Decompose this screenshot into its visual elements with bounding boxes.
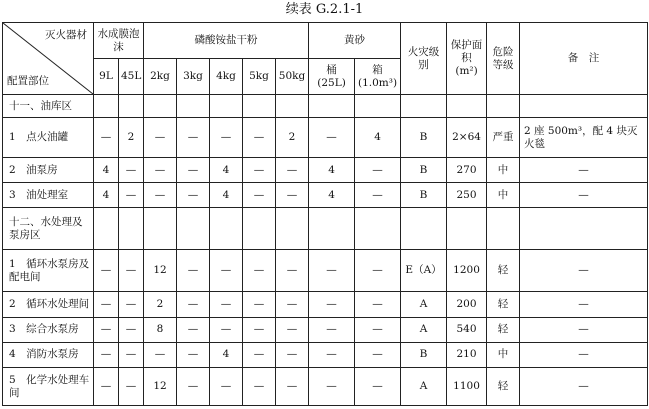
cell-remark: —: [520, 317, 648, 342]
cell-powder-3kg: —: [177, 317, 210, 342]
table-row: [3, 317, 648, 342]
cell-powder-4kg: 4: [210, 342, 243, 367]
section-label: 十二、水处理及泵房区: [3, 208, 94, 250]
cell-danger-level: 轻: [487, 292, 520, 317]
cell-powder-5kg: —: [243, 118, 276, 158]
cell-foam-9l: —: [94, 368, 119, 406]
cell-sand-box: —: [355, 158, 401, 183]
cell-foam-9l: —: [94, 342, 119, 367]
cell-foam-9l: —: [94, 118, 119, 158]
header-sand-bucket-label: 桶: [326, 63, 337, 76]
cell-powder-5kg: —: [243, 317, 276, 342]
cell-powder-50kg: —: [276, 158, 309, 183]
cell-sand-bucket: 4: [309, 183, 355, 208]
cell-powder-3kg: —: [177, 368, 210, 406]
cell-fire-class: B: [401, 118, 447, 158]
cell-remark: —: [520, 368, 648, 406]
cell-powder-3kg: —: [177, 118, 210, 158]
header-fire-class: 火灾级别: [401, 23, 447, 95]
header-powder-3kg: 3kg: [177, 59, 210, 95]
cell-protect-area: 1100: [447, 368, 487, 406]
header-corner-location: 配置部位: [7, 75, 49, 87]
location-label: 1 点火油罐: [3, 118, 94, 158]
header-corner-cell: [3, 23, 94, 95]
cell-sand-bucket: —: [309, 317, 355, 342]
location-label: 2 循环水处理间: [3, 292, 94, 317]
cell-powder-4kg: —: [210, 250, 243, 292]
cell-powder-50kg: —: [276, 317, 309, 342]
cell-fire-class: A: [401, 292, 447, 317]
cell-powder-50kg: —: [276, 292, 309, 317]
cell-danger-level: 严重: [487, 118, 520, 158]
header-foam-9l: 9L: [94, 59, 119, 95]
cell-powder-50kg: —: [276, 368, 309, 406]
cell-foam-45l: —: [119, 250, 144, 292]
cell-sand-box: 4: [355, 118, 401, 158]
cell-powder-50kg: —: [276, 183, 309, 208]
header-sand-bucket: [309, 59, 355, 95]
cell-powder-4kg: —: [210, 118, 243, 158]
header-protect-area-unit: (m²): [455, 65, 478, 77]
cell-fire-class: B: [401, 342, 447, 367]
cell-foam-45l: —: [119, 342, 144, 367]
cell-sand-box: —: [355, 368, 401, 406]
cell-sand-box: —: [355, 250, 401, 292]
table-title: 续表 G.2.1-1: [285, 2, 364, 17]
location-label: 4 消防水泵房: [3, 342, 94, 367]
cell-powder-3kg: —: [177, 292, 210, 317]
cell-powder-50kg: —: [276, 342, 309, 367]
cell-powder-4kg: 4: [210, 158, 243, 183]
location-label: 3 油处理室: [3, 183, 94, 208]
table-row: [3, 118, 648, 158]
cell-powder-2kg: —: [144, 183, 177, 208]
cell-protect-area: 2×64: [447, 118, 487, 158]
cell-sand-bucket: —: [309, 250, 355, 292]
cell-remark: —: [520, 342, 648, 367]
cell-danger-level: 轻: [487, 317, 520, 342]
header-sand-box-label: 箱: [372, 63, 383, 76]
cell-sand-bucket: —: [309, 342, 355, 367]
cell-foam-9l: —: [94, 250, 119, 292]
header-sand-bucket-unit: (25L): [317, 76, 346, 89]
header-powder: 磷酸铵盐干粉: [144, 23, 309, 59]
cell-foam-9l: —: [94, 317, 119, 342]
cell-protect-area: 210: [447, 342, 487, 367]
cell-remark: —: [520, 158, 648, 183]
header-powder-4kg: 4kg: [210, 59, 243, 95]
table-row: [3, 368, 648, 406]
cell-powder-5kg: —: [243, 342, 276, 367]
section-label: 十一、油库区: [3, 95, 94, 118]
cell-danger-level: 中: [487, 342, 520, 367]
cell-foam-9l: 4: [94, 183, 119, 208]
cell-sand-bucket: 4: [309, 158, 355, 183]
cell-danger-level: 轻: [487, 250, 520, 292]
table-row: [3, 208, 648, 250]
cell-powder-3kg: —: [177, 158, 210, 183]
cell-foam-45l: —: [119, 292, 144, 317]
header-sand-box-unit: (1.0m³): [358, 76, 398, 89]
table-row: [3, 183, 648, 208]
cell-powder-5kg: —: [243, 250, 276, 292]
cell-powder-4kg: —: [210, 292, 243, 317]
cell-fire-class: B: [401, 183, 447, 208]
cell-powder-2kg: —: [144, 118, 177, 158]
location-label: 2 油泵房: [3, 158, 94, 183]
header-sand-box: [355, 59, 401, 95]
cell-danger-level: 中: [487, 158, 520, 183]
cell-protect-area: 250: [447, 183, 487, 208]
cell-remark: —: [520, 250, 648, 292]
cell-powder-2kg: 12: [144, 250, 177, 292]
cell-fire-class: A: [401, 317, 447, 342]
cell-powder-3kg: —: [177, 183, 210, 208]
cell-sand-box: —: [355, 342, 401, 367]
cell-powder-50kg: —: [276, 250, 309, 292]
cell-powder-5kg: —: [243, 292, 276, 317]
cell-protect-area: 270: [447, 158, 487, 183]
cell-fire-class: B: [401, 158, 447, 183]
cell-powder-3kg: —: [177, 250, 210, 292]
cell-protect-area: 1200: [447, 250, 487, 292]
cell-foam-45l: 2: [119, 118, 144, 158]
cell-sand-bucket: —: [309, 368, 355, 406]
cell-remark: —: [520, 183, 648, 208]
header-protect-area-label: 保护面积: [450, 39, 483, 64]
cell-danger-level: 轻: [487, 368, 520, 406]
header-danger-level: 危险等级: [487, 23, 520, 95]
header-powder-2kg: 2kg: [144, 59, 177, 95]
header-powder-50kg: 50kg: [276, 59, 309, 95]
cell-powder-2kg: —: [144, 342, 177, 367]
location-label: 5 化学水处理车间: [3, 368, 94, 406]
table-row: [3, 95, 648, 118]
cell-powder-5kg: —: [243, 158, 276, 183]
cell-foam-9l: 4: [94, 158, 119, 183]
header-remark: 备 注: [520, 23, 648, 95]
cell-powder-4kg: —: [210, 368, 243, 406]
cell-foam-9l: —: [94, 292, 119, 317]
cell-protect-area: 200: [447, 292, 487, 317]
cell-fire-class: A: [401, 368, 447, 406]
cell-fire-class: E（A）: [401, 250, 447, 292]
location-label: 1 循环水泵房及配电间: [3, 250, 94, 292]
table-row: [3, 250, 648, 292]
cell-remark: 2 座 500m³，配 4 块灭火毯: [520, 118, 648, 158]
cell-powder-5kg: —: [243, 368, 276, 406]
cell-sand-bucket: —: [309, 292, 355, 317]
header-foam: 水成膜泡沫: [94, 23, 144, 59]
cell-remark: —: [520, 292, 648, 317]
header-protect-area: [447, 23, 487, 95]
cell-sand-box: —: [355, 317, 401, 342]
cell-powder-4kg: —: [210, 317, 243, 342]
table-row: [3, 158, 648, 183]
cell-sand-bucket: —: [309, 118, 355, 158]
cell-powder-2kg: 8: [144, 317, 177, 342]
table-row: [3, 342, 648, 367]
cell-powder-3kg: —: [177, 342, 210, 367]
extinguisher-table: [2, 22, 648, 406]
cell-protect-area: 540: [447, 317, 487, 342]
header-foam-45l: 45L: [119, 59, 144, 95]
cell-powder-2kg: 2: [144, 292, 177, 317]
header-sand: 黄砂: [309, 23, 401, 59]
cell-powder-2kg: 12: [144, 368, 177, 406]
header-corner-equipment: 灭火器材: [45, 29, 87, 41]
cell-danger-level: 中: [487, 183, 520, 208]
cell-powder-5kg: —: [243, 183, 276, 208]
location-label: 3 综合水泵房: [3, 317, 94, 342]
cell-powder-50kg: 2: [276, 118, 309, 158]
cell-foam-45l: —: [119, 183, 144, 208]
cell-foam-45l: —: [119, 317, 144, 342]
cell-sand-box: —: [355, 183, 401, 208]
cell-foam-45l: —: [119, 368, 144, 406]
header-powder-5kg: 5kg: [243, 59, 276, 95]
cell-sand-box: —: [355, 292, 401, 317]
cell-powder-4kg: 4: [210, 183, 243, 208]
cell-foam-45l: —: [119, 158, 144, 183]
cell-powder-2kg: —: [144, 158, 177, 183]
table-row: [3, 292, 648, 317]
